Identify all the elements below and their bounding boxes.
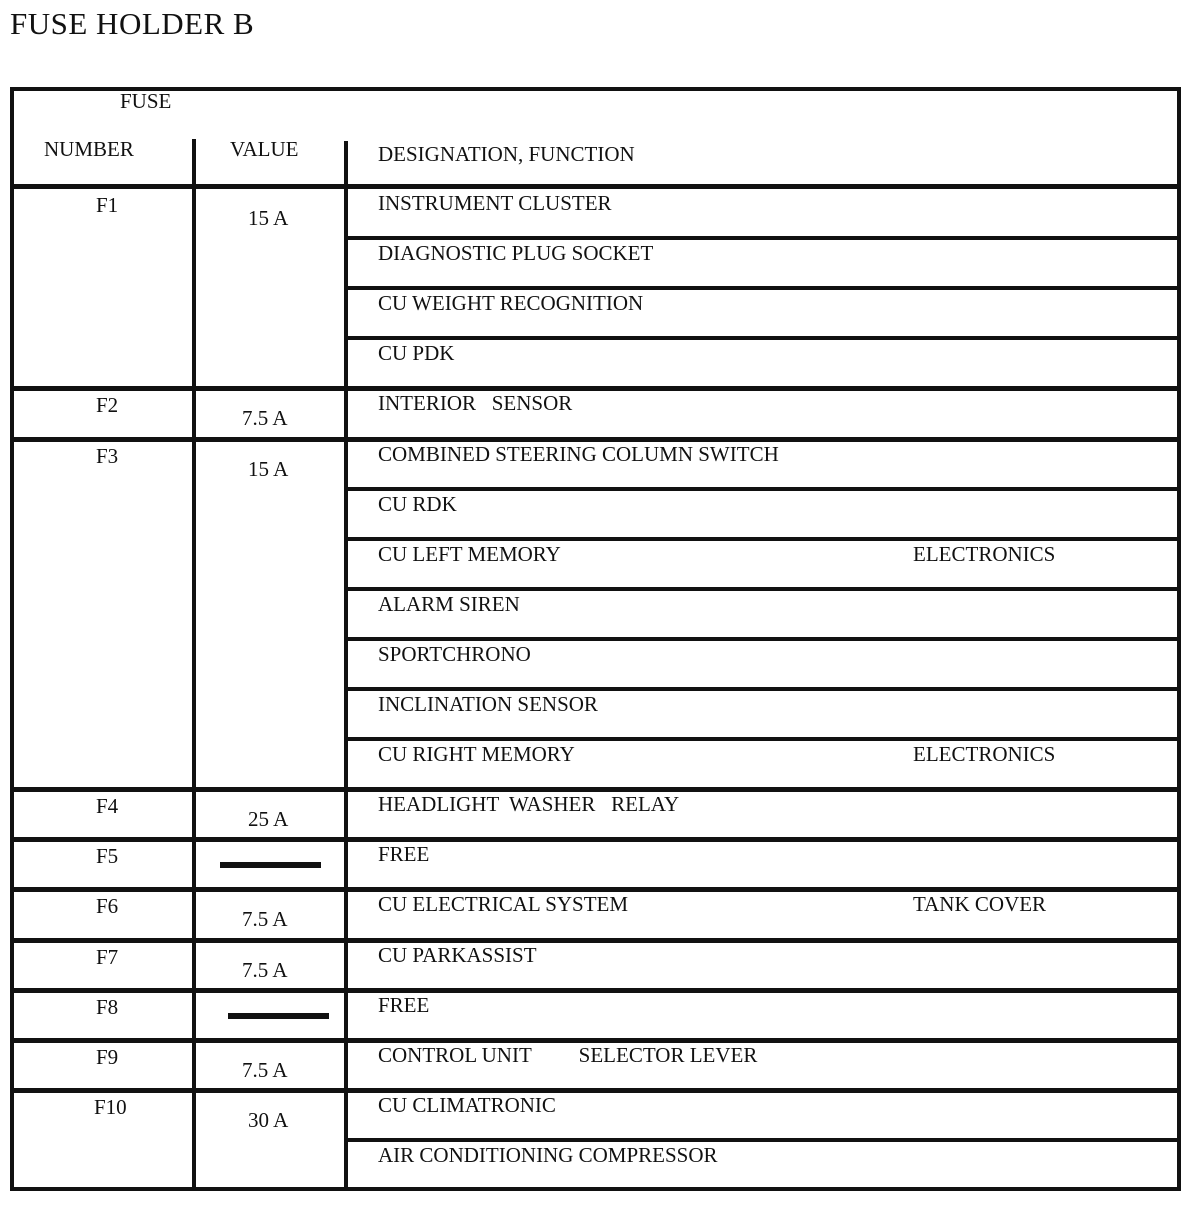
designation-text: INTERIOR SENSOR: [378, 391, 573, 416]
column-divider: [344, 790, 348, 839]
row-rule: [344, 687, 1177, 691]
designation-text: INCLINATION SENSOR: [378, 692, 598, 716]
designation-text: ALARM SIREN: [378, 591, 520, 616]
fuse-value: 15 A: [248, 206, 289, 230]
column-divider: [344, 991, 348, 1040]
header-fuse: FUSE: [120, 89, 172, 113]
row-rule: [344, 737, 1177, 741]
empty-value-dash: [220, 862, 321, 868]
row-rule: [344, 1138, 1177, 1142]
column-divider: [344, 389, 348, 438]
designation-text: CU ELECTRICAL SYSTEM: [378, 892, 629, 917]
column-divider: [344, 840, 348, 889]
designation-text: FREE: [378, 842, 430, 867]
column-divider: [192, 189, 196, 388]
designation-text: CU PDK: [378, 341, 455, 366]
fuse-number: F1: [96, 193, 119, 217]
fuse-value: 7.5 A: [242, 957, 288, 982]
column-divider: [344, 941, 348, 990]
row-rule: [344, 587, 1177, 591]
column-divider: [344, 1041, 348, 1090]
fuse-number: F5: [96, 844, 119, 869]
designation-text: INSTRUMENT CLUSTER: [378, 191, 612, 215]
row-rule: [344, 537, 1177, 541]
column-divider: [192, 440, 196, 790]
row-rule: [344, 487, 1177, 491]
header-divider-2: [344, 141, 348, 187]
fuse-value: 15 A: [248, 456, 289, 481]
fuse-table: [10, 87, 1181, 1191]
header-divider-1: [192, 139, 196, 187]
column-divider: [344, 1091, 348, 1190]
page-title: FUSE HOLDER B: [10, 6, 255, 41]
designation-text: CU PARKASSIST: [378, 942, 537, 967]
column-divider: [192, 890, 196, 939]
header-bottom-rule: [14, 184, 1177, 189]
column-divider: [344, 440, 348, 790]
designation-text: HEADLIGHT WASHER RELAY: [378, 792, 680, 817]
fuse-number: F9: [96, 1044, 119, 1069]
fuse-number: F10: [94, 1094, 127, 1119]
fuse-value: 7.5 A: [242, 406, 288, 431]
column-divider: [344, 890, 348, 939]
header-number: NUMBER: [44, 137, 134, 161]
designation-extra-text: ELECTRONICS: [913, 541, 1056, 566]
header-value: VALUE: [230, 137, 299, 161]
fuse-number: F6: [96, 894, 119, 919]
group-rule: [14, 988, 1177, 993]
empty-value-dash: [228, 1013, 329, 1019]
column-divider: [192, 1091, 196, 1190]
designation-text: CONTROL UNIT SELECTOR LEVER: [378, 1042, 758, 1067]
fuse-value: 7.5 A: [242, 1057, 288, 1082]
row-rule: [344, 236, 1177, 240]
designation-text: CU CLIMATRONIC: [378, 1092, 556, 1117]
designation-text: FREE: [378, 992, 430, 1017]
designation-text: SPORTCHRONO: [378, 641, 531, 666]
designation-text: COMBINED STEERING COLUMN SWITCH: [378, 441, 779, 466]
designation-text: CU LEFT MEMORY: [378, 541, 561, 566]
fuse-value: 25 A: [248, 807, 289, 832]
designation-text: CU RDK: [378, 491, 457, 516]
fuse-value: 30 A: [248, 1107, 289, 1132]
designation-text: AIR CONDITIONING COMPRESSOR: [378, 1142, 718, 1167]
column-divider: [192, 1041, 196, 1090]
fuse-number: F7: [96, 944, 119, 969]
fuse-number: F2: [96, 393, 119, 418]
row-rule: [344, 336, 1177, 340]
row-rule: [344, 286, 1177, 290]
designation-text: CU WEIGHT RECOGNITION: [378, 291, 644, 316]
group-rule: [14, 1088, 1177, 1093]
column-divider: [192, 941, 196, 990]
fuse-number: F3: [96, 443, 119, 468]
column-divider: [192, 991, 196, 1040]
row-rule: [344, 637, 1177, 641]
group-rule: [14, 386, 1177, 391]
fuse-value: 7.5 A: [242, 907, 288, 932]
column-divider: [192, 840, 196, 889]
header-designation: DESIGNATION, FUNCTION: [378, 142, 635, 166]
group-rule: [14, 938, 1177, 943]
designation-text: DIAGNOSTIC PLUG SOCKET: [378, 241, 654, 266]
column-divider: [192, 389, 196, 438]
column-divider: [192, 790, 196, 839]
column-divider: [344, 189, 348, 388]
group-rule: [14, 837, 1177, 842]
designation-extra-text: TANK COVER: [913, 892, 1047, 917]
fuse-number: F4: [96, 794, 119, 819]
fuse-number: F8: [96, 994, 119, 1019]
designation-extra-text: ELECTRONICS: [913, 742, 1056, 767]
designation-text: CU RIGHT MEMORY: [378, 742, 575, 767]
